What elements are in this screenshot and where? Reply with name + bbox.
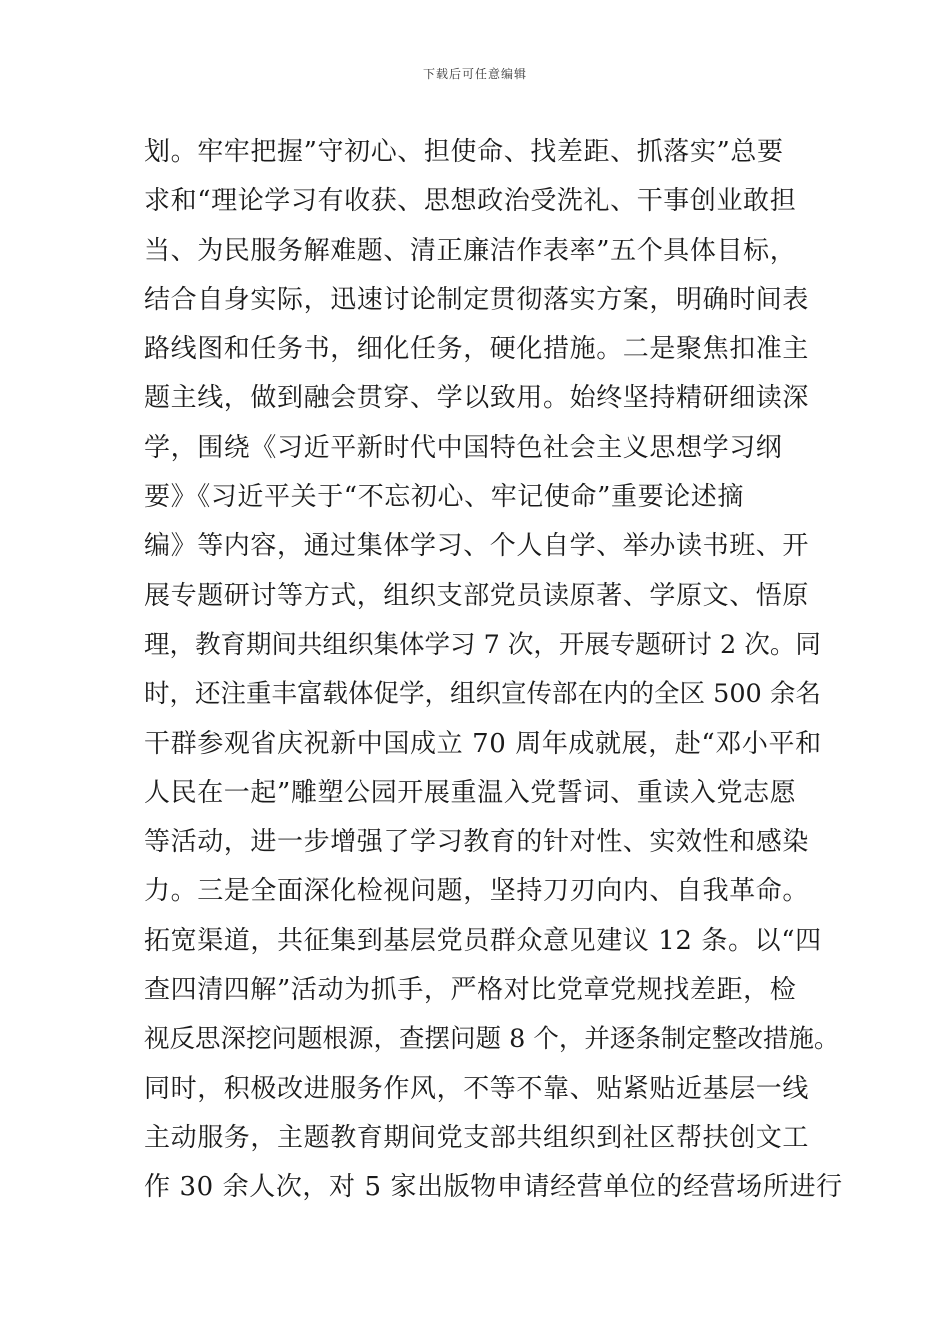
text-line: 当、为民服务解难题、清正廉洁作表率”五个具体目标，	[144, 235, 797, 266]
text-line: 视反思深挖问题根源，查摆问题 8 个，并逐条制定整改措施。	[144, 1024, 840, 1055]
text-line: 人民在一起”雕塑公园开展重温入党誓词、重读入党志愿	[144, 777, 797, 808]
text-line: 学，围绕《习近平新时代中国特色社会主义思想学习纲	[144, 432, 783, 463]
text-line: 时，还注重丰富载体促学，组织宣传部在内的全区 500 余名	[144, 679, 821, 710]
text-line: 查四清四解”活动为抓手，严格对比党章党规找差距，检	[144, 975, 797, 1006]
text-line: 同时，积极改进服务作风，不等不靠、贴紧贴近基层一线	[144, 1073, 810, 1104]
text-line: 编》等内容，通过集体学习、个人自学、举办读书班、开	[144, 531, 810, 562]
text-line: 划。牢牢把握”守初心、担使命、找差距、抓落实”总要	[144, 137, 784, 167]
text-line: 力。三是全面深化检视问题，坚持刀刃向内、自我革命。	[144, 876, 810, 907]
text-line: 理，教育期间共组织集体学习 7 次，开展专题研讨 2 次。同	[144, 629, 821, 660]
text-line: 展专题研讨等方式，组织支部党员读原著、学原文、悟原	[144, 580, 810, 611]
text-line: 等活动，进一步增强了学习教育的针对性、实效性和感染	[144, 827, 810, 858]
page-header-note: 下载后可任意编辑	[422, 67, 527, 81]
text-line: 要》《习近平关于“不忘初心、牢记使命”重要论述摘	[144, 482, 744, 513]
text-line: 拓宽渠道，共征集到基层党员群众意见建议 12 条。以“四	[144, 925, 822, 956]
text-line: 结合自身实际，迅速讨论制定贯彻落实方案，明确时间表	[144, 284, 810, 315]
text-line: 路线图和任务书，细化任务，硬化措施。二是聚焦扣准主	[144, 334, 810, 365]
text-line: 求和“理论学习有收获、思想政治受洗礼、干事创业敢担	[144, 186, 797, 217]
text-line: 干群参观省庆祝新中国成立 70 周年成就展，赴“邓小平和	[144, 728, 822, 759]
text-line: 题主线，做到融会贯穿、学以致用。始终坚持精研细读深	[144, 383, 810, 414]
document-body	[144, 128, 844, 1213]
text-line: 作 30 余人次，对 5 家出版物申请经营单位的经营场所进行	[144, 1172, 843, 1203]
text-line: 主动服务，主题教育期间党支部共组织到社区帮扶创文工	[144, 1122, 810, 1153]
